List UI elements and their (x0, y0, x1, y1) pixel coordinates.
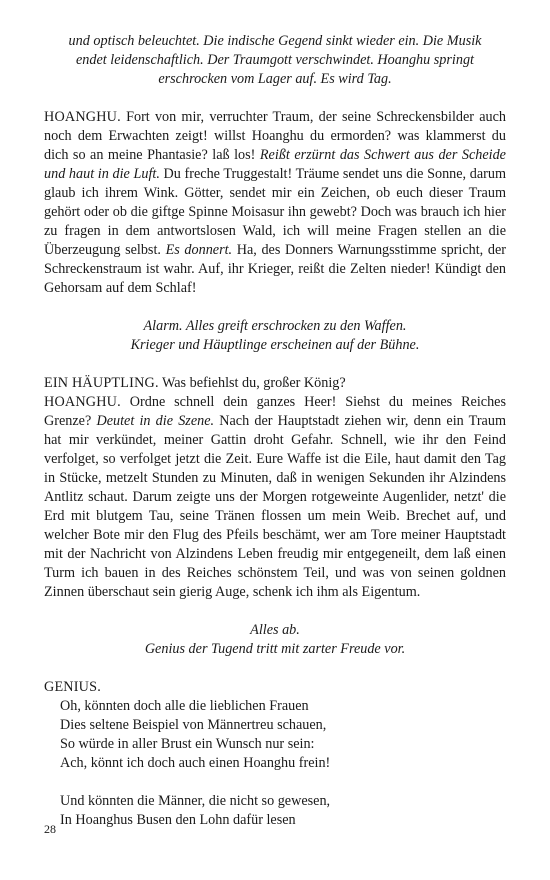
speech-text: Nach der Hauptstadt ziehen wir, denn ein Traum hat mir verkündet, meiner Gattin droht Gefahr. Schnell, wie ihr den Feind verfolget, so verfolget jetzt die Zeit. Eure Waffe ist die Eile, haut damit den Tag in Stücke, metzelt Stunden zu Minuten, daß in wenigen Sekunden ihr Alzindens Antlitz schaut. Darum zeigte uns der Morgen rotgeweinte Augenlider, netzt' die Erd mit blutgem Tau, seine Tränen flossen um mein Weib. Brechet auf, und welcher Bote mir den Flug des Pfeils beschämt, wer am Tore meiner Hauptstadt mit der Nachricht von Alzindens Leben freudig mir entgegeneilt, dem laß einen Turm ich bauen in des Reiches schönstem Teil, und was von seinen goldnen Zinnen überschaut sein gierig Auge, schenk ich ihm als Eigentum. (44, 413, 506, 600)
stage-line: Krieger und Häuptlinge erscheinen auf der Bühne. (130, 337, 420, 353)
speaker-name: HOANGHU. (44, 109, 121, 125)
verse-line: Dies seltene Beispiel von Männertreu schauen, (60, 717, 327, 733)
inline-stage-direction: Reißt erzürnt das Schwert aus der Scheide und haut in die Luft. (44, 147, 506, 182)
verse-line: Oh, könnten doch alle die lieblichen Frauen (60, 698, 309, 714)
speech-text: Ordne schnell dein ganzes Heer! Siehst du meines Reiches Grenze? (44, 394, 506, 429)
stage-direction-1 (44, 32, 506, 89)
verse-line: Und könnten die Männer, die nicht so gewesen, (60, 793, 331, 809)
inline-stage-direction: Deutet in die Szene. (96, 413, 215, 429)
stage-line: Alles ab. (250, 622, 300, 638)
stage-line: und optisch beleuchtet. Die indische Gegend sinkt wieder ein. Die Musik (68, 33, 482, 49)
speech-hoanghu-2 (44, 393, 506, 602)
verse-stanza-1 (44, 697, 506, 773)
speaker-name: GENIUS. (44, 679, 101, 695)
speech-text: Fort von mir, verruchter Traum, der seine Schreckensbilder auch noch dem Erwachten zeigt! willst Hoanghu du ermorden? was klammerst du dich so an meine Phantasie? laß los! (44, 109, 506, 163)
stage-line: erschrocken vom Lager auf. Es wird Tag. (158, 71, 392, 87)
speaker-name: HOANGHU. (44, 394, 121, 410)
inline-stage-direction: Es donnert. (165, 242, 233, 258)
speaker-name: EIN HÄUPTLING. (44, 375, 159, 391)
stage-direction-3 (44, 621, 506, 659)
verse-stanza-2 (44, 792, 506, 830)
speech-text: Ha, des Donners Warnungsstimme spricht, der Schreckenstraum ist wahr. Auf, ihr Krieger, reißt die Zelten nieder! Kündigt den Gehorsam auf dem Schlaf! (44, 242, 506, 296)
speech-chieftain (44, 374, 506, 393)
verse-line: In Hoanghus Busen den Lohn dafür lesen (60, 812, 296, 828)
speech-text: Was befiehlst du, großer König? (158, 375, 346, 391)
stage-direction-2 (44, 317, 506, 355)
stage-line: Genius der Tugend tritt mit zarter Freude vor. (144, 641, 406, 657)
stage-line: Alarm. Alles greift erschrocken zu den Waffen. (143, 318, 407, 334)
stage-line: endet leidenschaftlich. Der Traumgott verschwindet. Hoanghu springt (76, 52, 474, 68)
speaker-genius (44, 678, 506, 697)
verse-line: Ach, könnt ich doch auch einen Hoanghu frein! (60, 755, 331, 771)
page-number: 28 (44, 822, 56, 836)
verse-line: So würde in aller Brust ein Wunsch nur sein: (60, 736, 315, 752)
speech-text: Du freche Truggestalt! Träume sendet uns die Sonne, darum glaub ich ihrem Wink. Götter, sendet mir ein Zeichen, ob euch dieser Traum gehört oder ob die giftge Spinne Moisasur ihn gewebt? Doch was brauch ich hier zu fragen in dem antwortslosen Wald, ich will meine Fragen stellen an die Überzeugung selbst. (44, 166, 506, 258)
speech-hoanghu-1 (44, 108, 506, 298)
